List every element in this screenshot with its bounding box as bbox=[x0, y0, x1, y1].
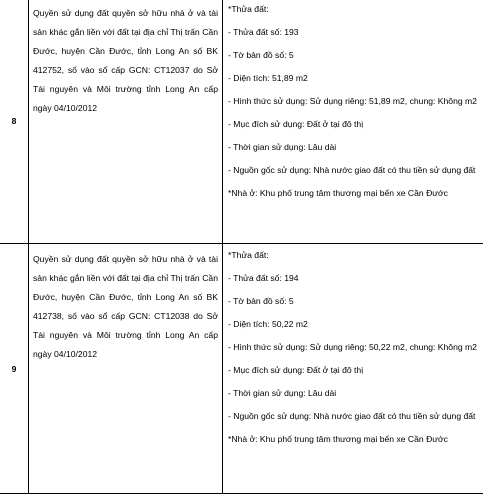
row-number-cell bbox=[0, 0, 29, 244]
row-number: 8 bbox=[12, 116, 17, 126]
detail-line: - Hình thức sử dụng: Sử dụng riêng: 50,22 m2, chung: Không m2 bbox=[223, 341, 483, 355]
detail-line: - Tờ bản đồ số: 5 bbox=[223, 49, 483, 63]
row-number: 9 bbox=[12, 364, 17, 374]
detail-line: *Thửa đất: bbox=[223, 249, 483, 263]
detail-line: *Nhà ở: Khu phố trung tâm thương mại bến xe Cần Đước bbox=[223, 433, 483, 447]
detail-line: - Hình thức sử dụng: Sử dụng riêng: 51,89 m2, chung: Không m2 bbox=[223, 95, 483, 109]
detail-line: *Nhà ở: Khu phố trung tâm thương mại bến xe Cần Đước bbox=[223, 187, 483, 201]
property-description: Quyền sử dụng đất quyền sở hữu nhà ở và tài sản khác gắn liền với đất tại địa chỉ Thị trấn Cần Đước, huyện Cần Đước, tỉnh Long An số BK 412738, số vào sổ cấp GCN: CT12038 do Sở Tài nguyên và Môi trường tỉnh Long An cấp ngày 04/10/2012 bbox=[29, 244, 222, 364]
detail-line: - Thửa đất số: 194 bbox=[223, 272, 483, 286]
detail-line: - Diện tích: 50,22 m2 bbox=[223, 318, 483, 332]
detail-line: - Nguồn gốc sử dụng: Nhà nước giao đất có thu tiền sử dụng đất bbox=[223, 164, 483, 178]
row-number-cell bbox=[0, 244, 29, 494]
detail-line: - Thời gian sử dụng: Lâu dài bbox=[223, 387, 483, 401]
detail-line: - Diện tích: 51,89 m2 bbox=[223, 72, 483, 86]
detail-line: - Mục đích sử dụng: Đất ở tại đô thị bbox=[223, 118, 483, 132]
table-row bbox=[0, 244, 483, 494]
detail-line: - Tờ bản đồ số: 5 bbox=[223, 295, 483, 309]
property-details-cell bbox=[223, 0, 483, 244]
property-description-cell bbox=[29, 0, 223, 244]
detail-line: - Nguồn gốc sử dụng: Nhà nước giao đất có thu tiền sử dụng đất bbox=[223, 410, 483, 424]
property-description: Quyền sử dụng đất quyền sở hữu nhà ở và tài sản khác gắn liền với đất tại địa chỉ Thị trấn Cần Đước, huyện Cần Đước, tỉnh Long An số BK 412752, số vào sổ cấp GCN: CT12037 do Sở Tài nguyên và Môi trường tỉnh Long An cấp ngày 04/10/2012 bbox=[29, 0, 222, 118]
property-details-cell bbox=[223, 244, 483, 494]
detail-line: - Mục đích sử dụng: Đất ở tại đô thị bbox=[223, 364, 483, 378]
detail-line: - Thời gian sử dụng: Lâu dài bbox=[223, 141, 483, 155]
table-row bbox=[0, 0, 483, 244]
detail-line: *Thửa đất: bbox=[223, 3, 483, 17]
property-description-cell bbox=[29, 244, 223, 494]
detail-line: - Thửa đất số: 193 bbox=[223, 26, 483, 40]
